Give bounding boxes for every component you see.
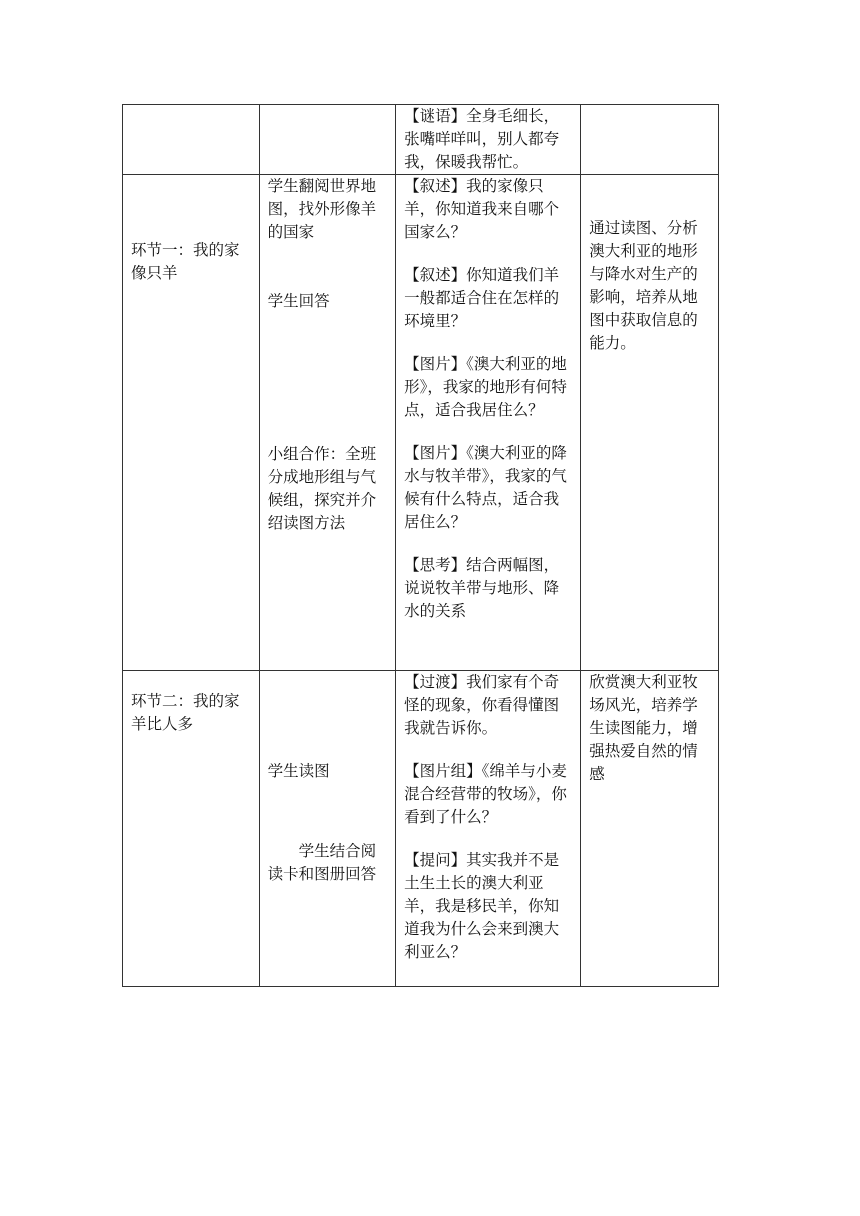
design-intent-cell bbox=[581, 671, 719, 987]
table-row bbox=[123, 175, 719, 671]
teacher-activity-cell bbox=[396, 105, 581, 175]
teacher-activity-cell bbox=[396, 671, 581, 987]
design-intent-cell bbox=[581, 175, 719, 671]
table-row bbox=[123, 671, 719, 987]
lesson-plan-table bbox=[122, 104, 719, 987]
teacher-text: 【叙述】你知道我们羊一般都适合住在怎样的环境里？ bbox=[404, 266, 560, 330]
student-text: 小组合作：全班分成地形组与气候组，探究并介绍读图方法 bbox=[267, 445, 377, 532]
teacher-text: 【思考】结合两幅图，说说牧羊带与地形、降水的关系 bbox=[404, 556, 560, 620]
student-activity-cell bbox=[259, 671, 396, 987]
intent-text: 通过读图、分析澳大利亚的地形与降水对生产的影响，培养从地图中获取信息的能力。 bbox=[589, 219, 698, 352]
student-text: 学生回答 bbox=[267, 292, 330, 310]
teacher-text: 【图片】《澳大利亚的地形》，我家的地形有何特点，适合我居住么？ bbox=[404, 355, 567, 419]
table-row bbox=[123, 105, 719, 175]
teacher-text: 【图片】《澳大利亚的降水与牧羊带》，我家的气候有什么特点，适合我居住么？ bbox=[404, 444, 567, 531]
teacher-text: 【图片组】《绵羊与小麦混合经营带的牧场》，你看到了什么？ bbox=[404, 762, 567, 826]
stage-cell bbox=[123, 105, 260, 175]
teacher-text: 【提问】其实我并不是土生土长的澳大利亚羊，我是移民羊，你知道我为什么会来到澳大利亚么？ bbox=[404, 851, 560, 961]
design-intent-cell bbox=[581, 105, 719, 175]
student-activity-cell bbox=[259, 105, 396, 175]
stage-title: 环节一：我的家像只羊 bbox=[131, 241, 240, 282]
teacher-activity-cell bbox=[396, 175, 581, 671]
student-text: 学生翻阅世界地图，找外形像羊的国家 bbox=[267, 177, 377, 241]
student-activity-cell bbox=[259, 175, 396, 671]
stage-title: 环节二：我的家羊比人多 bbox=[131, 692, 240, 733]
teacher-text: 【过渡】我们家有个奇怪的现象，你看得懂图我就告诉你。 bbox=[404, 673, 560, 737]
student-text: 学生读图 bbox=[267, 762, 330, 780]
teacher-text: 【谜语】全身毛细长，张嘴咩咩叫，别人都夸我，保暖我帮忙。 bbox=[404, 107, 560, 171]
student-text: 学生结合阅读卡和图册回答 bbox=[267, 842, 377, 883]
stage-cell bbox=[123, 175, 260, 671]
stage-cell bbox=[123, 671, 260, 987]
teacher-text: 【叙述】我的家像只羊，你知道我来自哪个国家么？ bbox=[404, 177, 560, 241]
intent-text: 欣赏澳大利亚牧场风光，培养学生读图能力，增强热爱自然的情感 bbox=[589, 673, 698, 783]
